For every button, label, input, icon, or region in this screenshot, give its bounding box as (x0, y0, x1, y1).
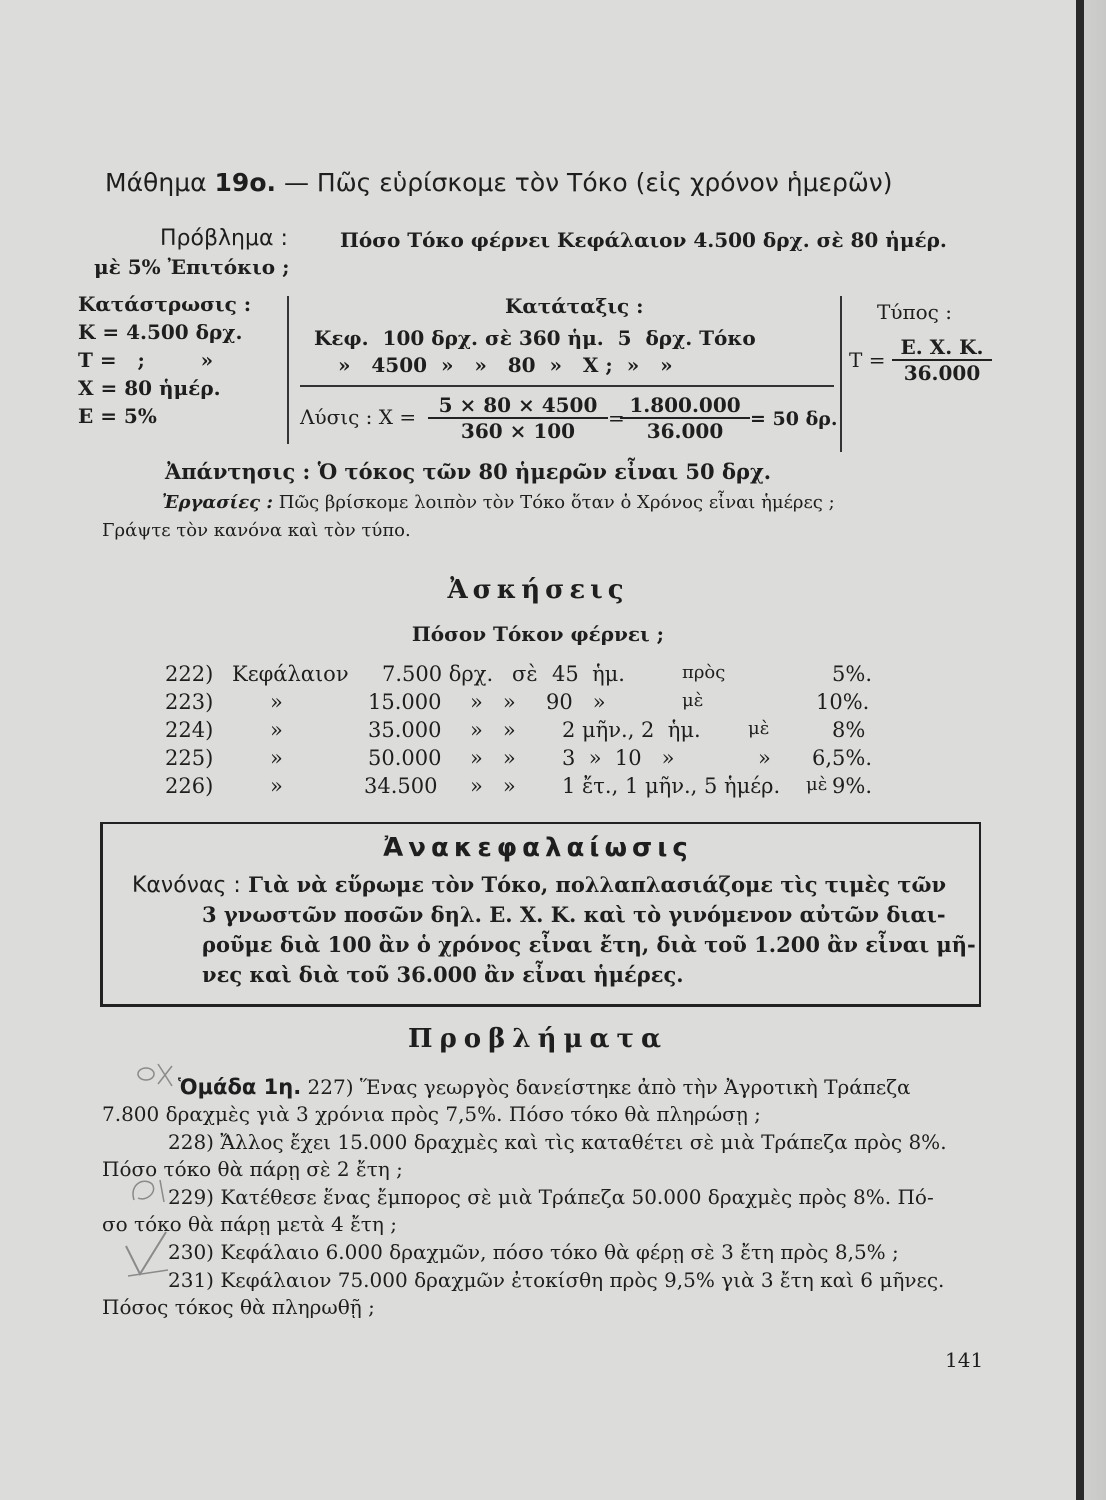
katastrosis-line: X = 80 ἡμέρ. (78, 376, 221, 400)
problem-text-line1: Πόσο Τόκο φέρνει Κεφάλαιον 4.500 δρχ. σὲ 80 ἡμέρ. (340, 228, 947, 252)
exercise-time: 45 ἡμ. (552, 662, 625, 686)
exercise-num: 226) (165, 774, 214, 798)
exercise-prep: μὲ (806, 774, 828, 795)
exercise-time: 2 μῆν., 2 ἡμ. (562, 718, 701, 742)
exercise-prep: » (758, 746, 771, 770)
page-number: 141 (945, 1348, 984, 1372)
exercise-time: 3 » 10 » (562, 746, 675, 770)
exercise-num: 224) (165, 718, 214, 742)
exercise-prep: μὲ (748, 718, 770, 739)
column-divider (840, 296, 842, 452)
katastrosis-line: E = 5% (78, 404, 157, 428)
exercise-sep: » » (470, 746, 516, 770)
exercise-time: 90 » (546, 690, 606, 714)
solution-result: = 50 δρ. (750, 408, 838, 430)
problem-text: 227) Ἕνας γεωργὸς δανείστηκε ἀπὸ τὴν Ἀγροτικὴ Τράπεζα (307, 1075, 911, 1099)
problem-label: Πρόβλημα : (160, 226, 288, 251)
exercises-title: Ἀσκήσεις (447, 575, 629, 605)
column-divider (287, 296, 289, 444)
exercise-rate: 9%. (832, 774, 872, 798)
exercise-time: 1 ἔτ., 1 μῆν., 5 ἡμέρ. (562, 774, 781, 798)
lesson-title-rest: — Πῶς εὑρίσκομε τὸν Τόκο (εἰς χρόνον ἡμερῶν) (283, 168, 893, 197)
section-rule (300, 385, 834, 387)
problem-230-line1: 230) Κεφάλαιο 6.000 δραχμῶν, πόσο τόκο θὰ φέρῃ σὲ 3 ἔτη πρὸς 8,5% ; (168, 1240, 899, 1264)
exercise-sep: σὲ (512, 662, 538, 686)
kataxis-label: Κατάταξις : (505, 294, 644, 318)
fraction-denominator: 360 × 100 (460, 419, 576, 443)
fraction-numerator: 1.800.000 (620, 393, 750, 419)
fraction-denominator: 36.000 (646, 419, 724, 443)
exercise-rate: 5%. (832, 662, 872, 686)
problem-227-line2: 7.800 δραχμὲς γιὰ 3 χρόνια πρὸς 7,5%. Πόσο τόκο θὰ πληρώσῃ ; (102, 1102, 761, 1126)
problem-227-line1 (178, 1075, 911, 1099)
work-line1 (162, 492, 835, 513)
lesson-title (105, 168, 893, 197)
exercise-rate: 6,5%. (812, 746, 873, 770)
rule-text: Γιὰ νὰ εὕρωμε τὸν Τόκο, πολλαπλασιάζομε τὶς τιμὲς τῶν (248, 872, 947, 897)
summary-rule-line1 (132, 872, 946, 898)
typos-lhs: T = (849, 348, 886, 372)
summary-title: Ἀνακεφαλαίωσις (383, 833, 693, 863)
answer: Ἀπάντησις : Ὁ τόκος τῶν 80 ἡμερῶν εἶναι 50 δρχ. (165, 459, 772, 484)
exercise-sep: » » (470, 718, 516, 742)
solution-fraction-1 (428, 393, 608, 443)
exercise-amount: 50.000 (368, 746, 442, 770)
lesson-title-prefix: Μάθημα (105, 168, 207, 197)
exercise-label: Κεφάλαιον (232, 662, 349, 686)
page-edge (1076, 0, 1106, 1500)
typos-label: Τύπος : (877, 300, 952, 324)
exercise-sep: » » (470, 774, 516, 798)
exercise-label: » (270, 774, 283, 798)
problem-231-line2: Πόσος τόκος θὰ πληρωθῇ ; (102, 1295, 375, 1319)
summary-rule-line4: νες καὶ διὰ τοῦ 36.000 ἂν εἶναι ἡμέρες. (202, 962, 684, 987)
problems-title: Προβλήματα (407, 1024, 669, 1054)
problem-231-line1: 231) Κεφάλαιον 75.000 δραχμῶν ἐτοκίσθη πρὸς 9,5% γιὰ 3 ἔτη καὶ 6 μῆνες. (168, 1268, 945, 1292)
equals-sign: = (608, 406, 625, 430)
exercise-amount: 7.500 δρχ. (382, 662, 494, 686)
work-line2: Γράψτε τὸν κανόνα καὶ τὸν τύπο. (102, 520, 411, 541)
solution-label: Λύσις : X = (300, 405, 417, 429)
exercise-rate: 8% (832, 718, 866, 742)
exercise-num: 225) (165, 746, 214, 770)
fraction-numerator: E. X. K. (892, 335, 992, 361)
exercises-subtitle: Πόσον Τόκον φέρνει ; (411, 622, 665, 646)
problem-228-line1: 228) Ἄλλος ἔχει 15.000 δραχμὲς καὶ τὶς καταθέτει σὲ μιὰ Τράπεζα πρὸς 8%. (168, 1130, 947, 1154)
rule-label: Κανόνας : (132, 873, 241, 898)
katastrosis-line: K = 4.500 δρχ. (78, 320, 243, 344)
katastrosis-label: Κατάστρωσις : (78, 292, 252, 316)
exercise-prep: πρὸς (682, 662, 726, 683)
problem-text-line2: μὲ 5% Ἐπιτόκιο ; (94, 255, 290, 279)
summary-rule-line3: ροῦμε διὰ 100 ἂν ὁ χρόνος εἶναι ἔτη, διὰ τοῦ 1.200 ἂν εἶναι μῆ- (202, 932, 976, 957)
exercise-label: » (270, 746, 283, 770)
pencil-mark (128, 1060, 178, 1100)
exercise-sep: » » (470, 690, 516, 714)
kataxis-row: » 4500 » » 80 » X ; » » (338, 353, 673, 377)
exercise-label: » (270, 718, 283, 742)
typos-fraction (892, 335, 992, 385)
group-label: Ὁμάδα 1η. (178, 1075, 302, 1099)
fraction-denominator: 36.000 (903, 361, 981, 385)
exercise-amount: 34.500 (364, 774, 438, 798)
exercise-num: 223) (165, 690, 214, 714)
solution-fraction-2 (620, 393, 750, 443)
summary-rule-line2: 3 γνωστῶν ποσῶν δηλ. E. X. K. καὶ τὸ γινόμενον αὐτῶν διαι- (202, 902, 946, 927)
work-label: Ἐργασίες : (162, 492, 274, 513)
katastrosis-line: T = ; » (78, 348, 214, 372)
work-text: Πῶς βρίσκομε λοιπὸν τὸν Τόκο ὅταν ὁ Χρόνος εἶναι ἡμέρες ; (278, 492, 835, 513)
lesson-title-number: 19ο. (214, 168, 276, 197)
exercise-label: » (270, 690, 283, 714)
exercise-amount: 15.000 (368, 690, 442, 714)
problem-228-line2: Πόσο τόκο θὰ πάρῃ σὲ 2 ἔτη ; (102, 1157, 403, 1181)
exercise-rate: 10%. (816, 690, 870, 714)
pencil-mark (124, 1172, 174, 1212)
problem-229-line2: σο τόκο θὰ πάρῃ μετὰ 4 ἔτη ; (102, 1212, 397, 1236)
exercise-prep: μὲ (682, 690, 704, 711)
problem-229-line1: 229) Κατέθεσε ἕνας ἔμπορος σὲ μιὰ Τράπεζα 50.000 δραχμὲς πρὸς 8%. Πό- (168, 1185, 934, 1209)
kataxis-row: Κεφ. 100 δρχ. σὲ 360 ἡμ. 5 δρχ. Τόκο (314, 326, 756, 350)
pencil-check-mark (118, 1226, 178, 1296)
exercise-num: 222) (165, 662, 214, 686)
fraction-numerator: 5 × 80 × 4500 (428, 393, 608, 419)
exercise-amount: 35.000 (368, 718, 442, 742)
